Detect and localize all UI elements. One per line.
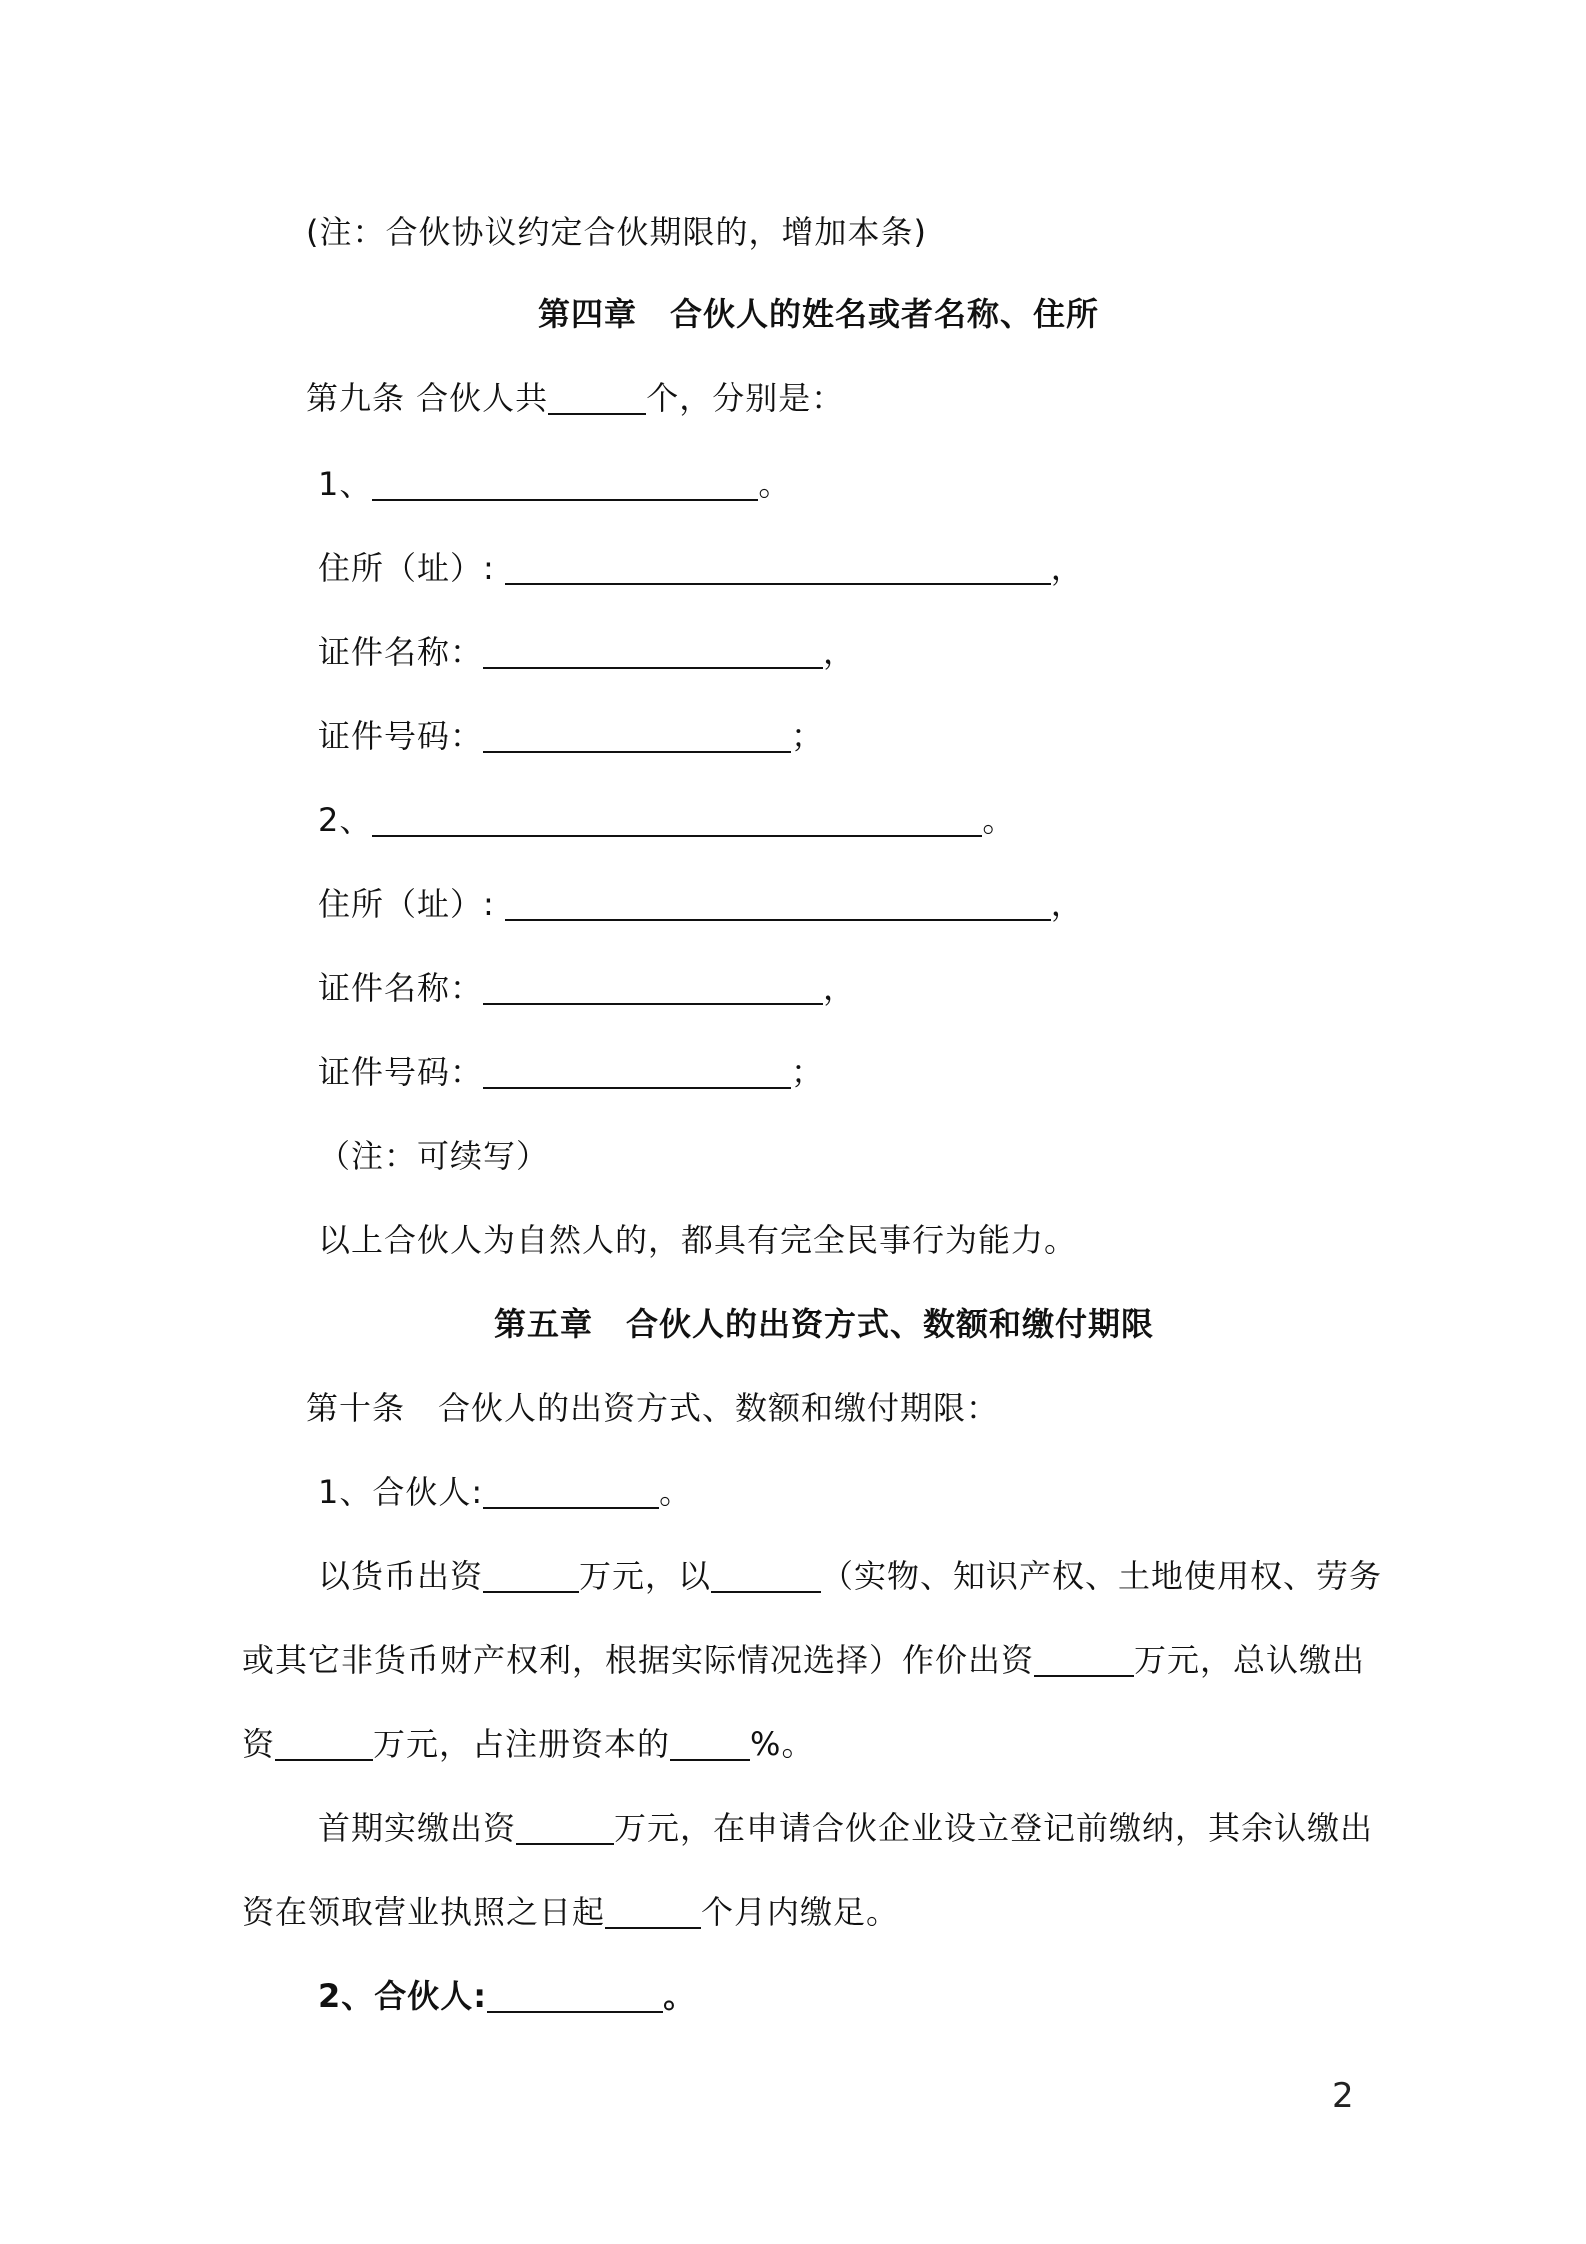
partner-2-id-name-field[interactable]: [483, 973, 823, 1005]
partner-2-name-field[interactable]: [372, 805, 982, 837]
non-cash-amount-field[interactable]: [1034, 1645, 1134, 1677]
partner-2-address-field[interactable]: [505, 889, 1051, 921]
note-term: (注：合伙协议约定合伙期限的，增加本条): [306, 213, 927, 251]
partner-1-address-field[interactable]: [505, 553, 1051, 585]
contribution-1-partner-row: 1、合伙人: 。: [318, 1473, 693, 1511]
partner-1-id-name-row: 证件名称： ，: [318, 633, 857, 671]
partner-1-id-name-field[interactable]: [483, 637, 823, 669]
contribution-1-line-2: 或其它非货币财产权利，根据实际情况选择）作价出资 万元，总认缴出: [242, 1641, 1366, 1679]
partner-1-id-number-row: 证件号码： ；: [318, 717, 825, 755]
contribution-2-partner-row: 2、合伙人: 。: [318, 1977, 697, 2015]
partner-count-field[interactable]: [548, 383, 646, 415]
contribution-2-partner-field[interactable]: [487, 1981, 663, 2013]
partner-1-id-number-field[interactable]: [483, 721, 791, 753]
partner-2-id-name-row: 证件名称： ，: [318, 969, 857, 1007]
partner-2-address-row: 住所（址）: ，: [318, 885, 1084, 923]
article-9: 第九条 合伙人共 个，分别是：: [306, 379, 845, 417]
initial-payment-field[interactable]: [516, 1813, 614, 1845]
partner-1-name-field[interactable]: [372, 469, 758, 501]
non-cash-type-field[interactable]: [711, 1561, 821, 1593]
contribution-1-line-5: 资在领取营业执照之日起 个月内缴足。: [242, 1893, 900, 1931]
chapter-5-title: 第五章 合伙人的出资方式、数额和缴付期限: [494, 1305, 1155, 1343]
capacity-statement: 以上合伙人为自然人的，都具有完全民事行为能力。: [318, 1221, 1078, 1259]
cash-amount-field[interactable]: [483, 1561, 579, 1593]
partner-1-name-row: 1、 。: [318, 465, 792, 503]
total-subscribed-field[interactable]: [275, 1729, 373, 1761]
contribution-1-partner-field[interactable]: [483, 1477, 659, 1509]
page-number: 2: [1332, 2076, 1354, 2116]
article-10: 第十条 合伙人的出资方式、数额和缴付期限：: [306, 1389, 1000, 1427]
partner-2-id-number-field[interactable]: [483, 1057, 791, 1089]
contribution-1-line-1: 以货币出资 万元，以 （实物、知识产权、土地使用权、劳务: [318, 1557, 1383, 1595]
capital-percentage-field[interactable]: [670, 1729, 750, 1761]
note-continue: （注：可续写）: [318, 1137, 550, 1175]
contribution-1-line-3: 资 万元，占注册资本的 %。: [242, 1725, 815, 1763]
partner-1-address-row: 住所（址）: ，: [318, 549, 1084, 587]
payment-months-field[interactable]: [605, 1897, 701, 1929]
partner-2-name-row: 2、 。: [318, 801, 1016, 839]
contribution-1-line-4: 首期实缴出资 万元，在申请合伙企业设立登记前缴纳，其余认缴出: [318, 1809, 1374, 1847]
partner-2-id-number-row: 证件号码： ；: [318, 1053, 825, 1091]
chapter-4-title: 第四章 合伙人的姓名或者名称、住所: [538, 295, 1100, 333]
